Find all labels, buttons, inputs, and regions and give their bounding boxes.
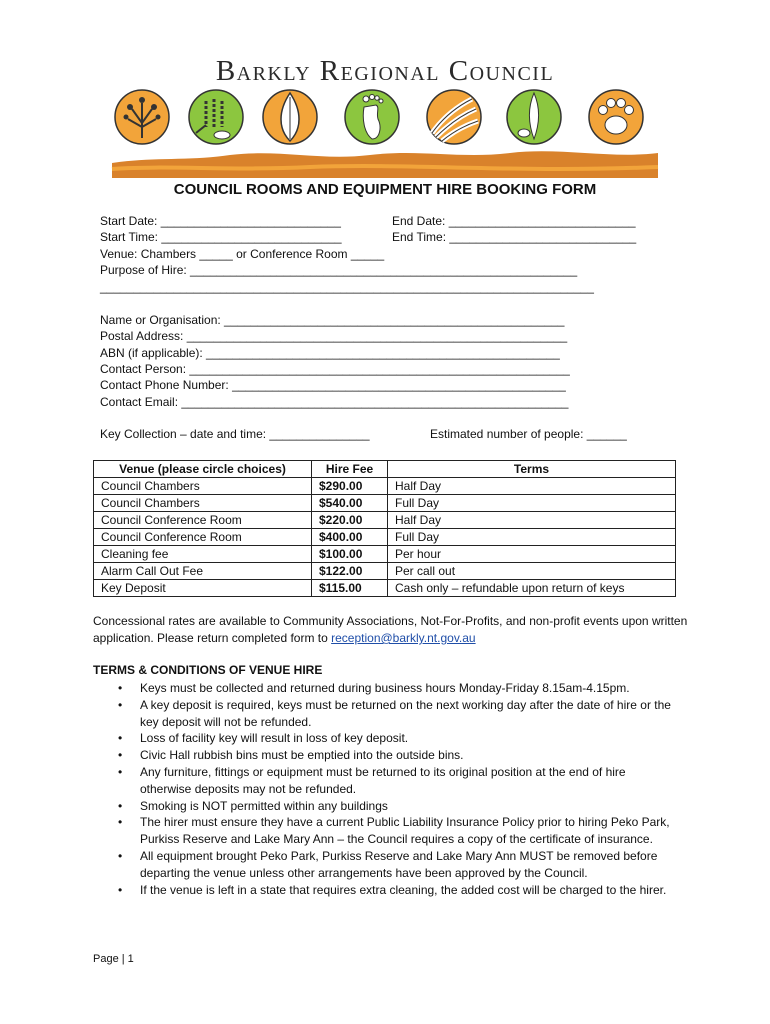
flower-icon xyxy=(115,90,169,144)
terms-cell: Full Day xyxy=(388,495,676,512)
start-time-field[interactable]: Start Time: ___________________________ xyxy=(100,230,342,244)
purpose-continuation-line[interactable]: __________________________________________________________________________ xyxy=(100,280,594,294)
table-header-row xyxy=(94,461,676,478)
venue-cell: Key Deposit xyxy=(94,580,312,597)
venue-cell: Council Conference Room xyxy=(94,512,312,529)
list-item: • A key deposit is required, keys must be returned on the next working day after the date of hire or the key deposit will not be refunded. xyxy=(118,697,678,731)
table-row[interactable] xyxy=(94,478,676,495)
list-item: • The hirer must ensure they have a current Public Liability Insurance Policy prior to hiring Peko Park, Purkiss Reserve and Lake Mary Ann – the Council requires a copy of the certificate of insurance. xyxy=(118,814,678,848)
table-row[interactable] xyxy=(94,512,676,529)
list-item: • All equipment brought Peko Park, Purkiss Reserve and Lake Mary Ann MUST be removed before departing the venue unless other arrangements have been approved by the Council. xyxy=(118,848,678,882)
venue-cell: Council Chambers xyxy=(94,495,312,512)
contact-phone-field[interactable]: Contact Phone Number: __________________________________________________ xyxy=(100,378,566,392)
list-item: • Any furniture, fittings or equipment must be returned to its original position at the end of hire otherwise deposits may not be refunded. xyxy=(118,764,678,798)
plant-icon xyxy=(507,90,561,144)
venue-cell: Council Chambers xyxy=(94,478,312,495)
table-row xyxy=(94,563,676,580)
terms-cell: Per call out xyxy=(388,563,676,580)
list-item: • Civic Hall rubbish bins must be emptied into the outside bins. xyxy=(118,747,678,764)
people-count-field[interactable]: Estimated number of people: ______ xyxy=(430,427,627,441)
venue-field[interactable]: Venue: Chambers _____ or Conference Room _____ xyxy=(100,247,385,261)
header-venue: Venue (please circle choices) xyxy=(94,461,312,478)
list-item: • Loss of facility key will result in loss of key deposit. xyxy=(118,730,678,747)
table-row[interactable] xyxy=(94,529,676,546)
org-name: Barkly Regional Council xyxy=(215,55,555,87)
fee-cell: $290.00 xyxy=(312,478,388,495)
terms-cell: Full Day xyxy=(388,529,676,546)
concession-paragraph xyxy=(93,613,693,647)
venue-cell: Cleaning fee xyxy=(94,546,312,563)
list-item: • Smoking is NOT permitted within any buildings xyxy=(118,798,678,815)
council-logo xyxy=(110,83,660,180)
paw-icon xyxy=(589,90,643,144)
council-header xyxy=(110,55,660,180)
key-collection-field[interactable]: Key Collection – date and time: _______________ xyxy=(100,427,370,441)
end-time-field[interactable]: End Time: ____________________________ xyxy=(392,230,637,244)
terms-cell: Per hour xyxy=(388,546,676,563)
grass-icon xyxy=(427,90,481,144)
terms-cell: Half Day xyxy=(388,512,676,529)
table-row[interactable] xyxy=(94,495,676,512)
list-item: • If the venue is left in a state that requires extra cleaning, the added cost will be charged to the hirer. xyxy=(118,882,678,899)
header-terms: Terms xyxy=(388,461,676,478)
form-title: COUNCIL ROOMS AND EQUIPMENT HIRE BOOKING FORM xyxy=(173,181,597,198)
end-date-field[interactable]: End Date: ____________________________ xyxy=(392,214,636,228)
postal-address-field[interactable]: Postal Address: _________________________________________________________ xyxy=(100,329,568,343)
abn-field[interactable]: ABN (if applicable): _____________________________________________________ xyxy=(100,346,560,360)
fee-cell: $400.00 xyxy=(312,529,388,546)
venue-fee-table xyxy=(93,460,676,597)
fee-cell: $122.00 xyxy=(312,563,388,580)
leaf-icon xyxy=(263,90,317,144)
venue-cell: Council Conference Room xyxy=(94,529,312,546)
concession-text: Concessional rates are available to Community Associations, Not-For-Profits, and non-profit events upon written application. Please return completed form to xyxy=(93,614,688,645)
terms-title: TERMS & CONDITIONS OF VENUE HIRE xyxy=(93,663,323,677)
terms-list xyxy=(118,680,678,898)
fee-cell: $540.00 xyxy=(312,495,388,512)
footprint-icon xyxy=(345,90,399,144)
terms-cell: Half Day xyxy=(388,478,676,495)
list-item: • Keys must be collected and returned during business hours Monday-Friday 8.15am-4.15pm. xyxy=(118,680,678,697)
venue-cell: Alarm Call Out Fee xyxy=(94,563,312,580)
terms-cell: Cash only – refundable upon return of keys xyxy=(388,580,676,597)
start-date-field[interactable]: Start Date: ___________________________ xyxy=(100,214,341,228)
reception-email-link[interactable]: reception@barkly.nt.gov.au xyxy=(331,631,476,645)
fee-cell: $220.00 xyxy=(312,512,388,529)
wheat-icon xyxy=(189,90,243,144)
header-hire-fee: Hire Fee xyxy=(312,461,388,478)
table-row xyxy=(94,546,676,563)
purpose-field[interactable]: Purpose of Hire: __________________________________________________________ xyxy=(100,263,578,277)
contact-person-field[interactable]: Contact Person: _________________________________________________________ xyxy=(100,362,570,376)
page-number: Page | 1 xyxy=(93,953,134,965)
name-organisation-field[interactable]: Name or Organisation: ___________________________________________________ xyxy=(100,313,565,327)
fee-cell: $100.00 xyxy=(312,546,388,563)
contact-email-field[interactable]: Contact Email: __________________________________________________________ xyxy=(100,395,569,409)
fee-cell: $115.00 xyxy=(312,580,388,597)
table-row xyxy=(94,580,676,597)
